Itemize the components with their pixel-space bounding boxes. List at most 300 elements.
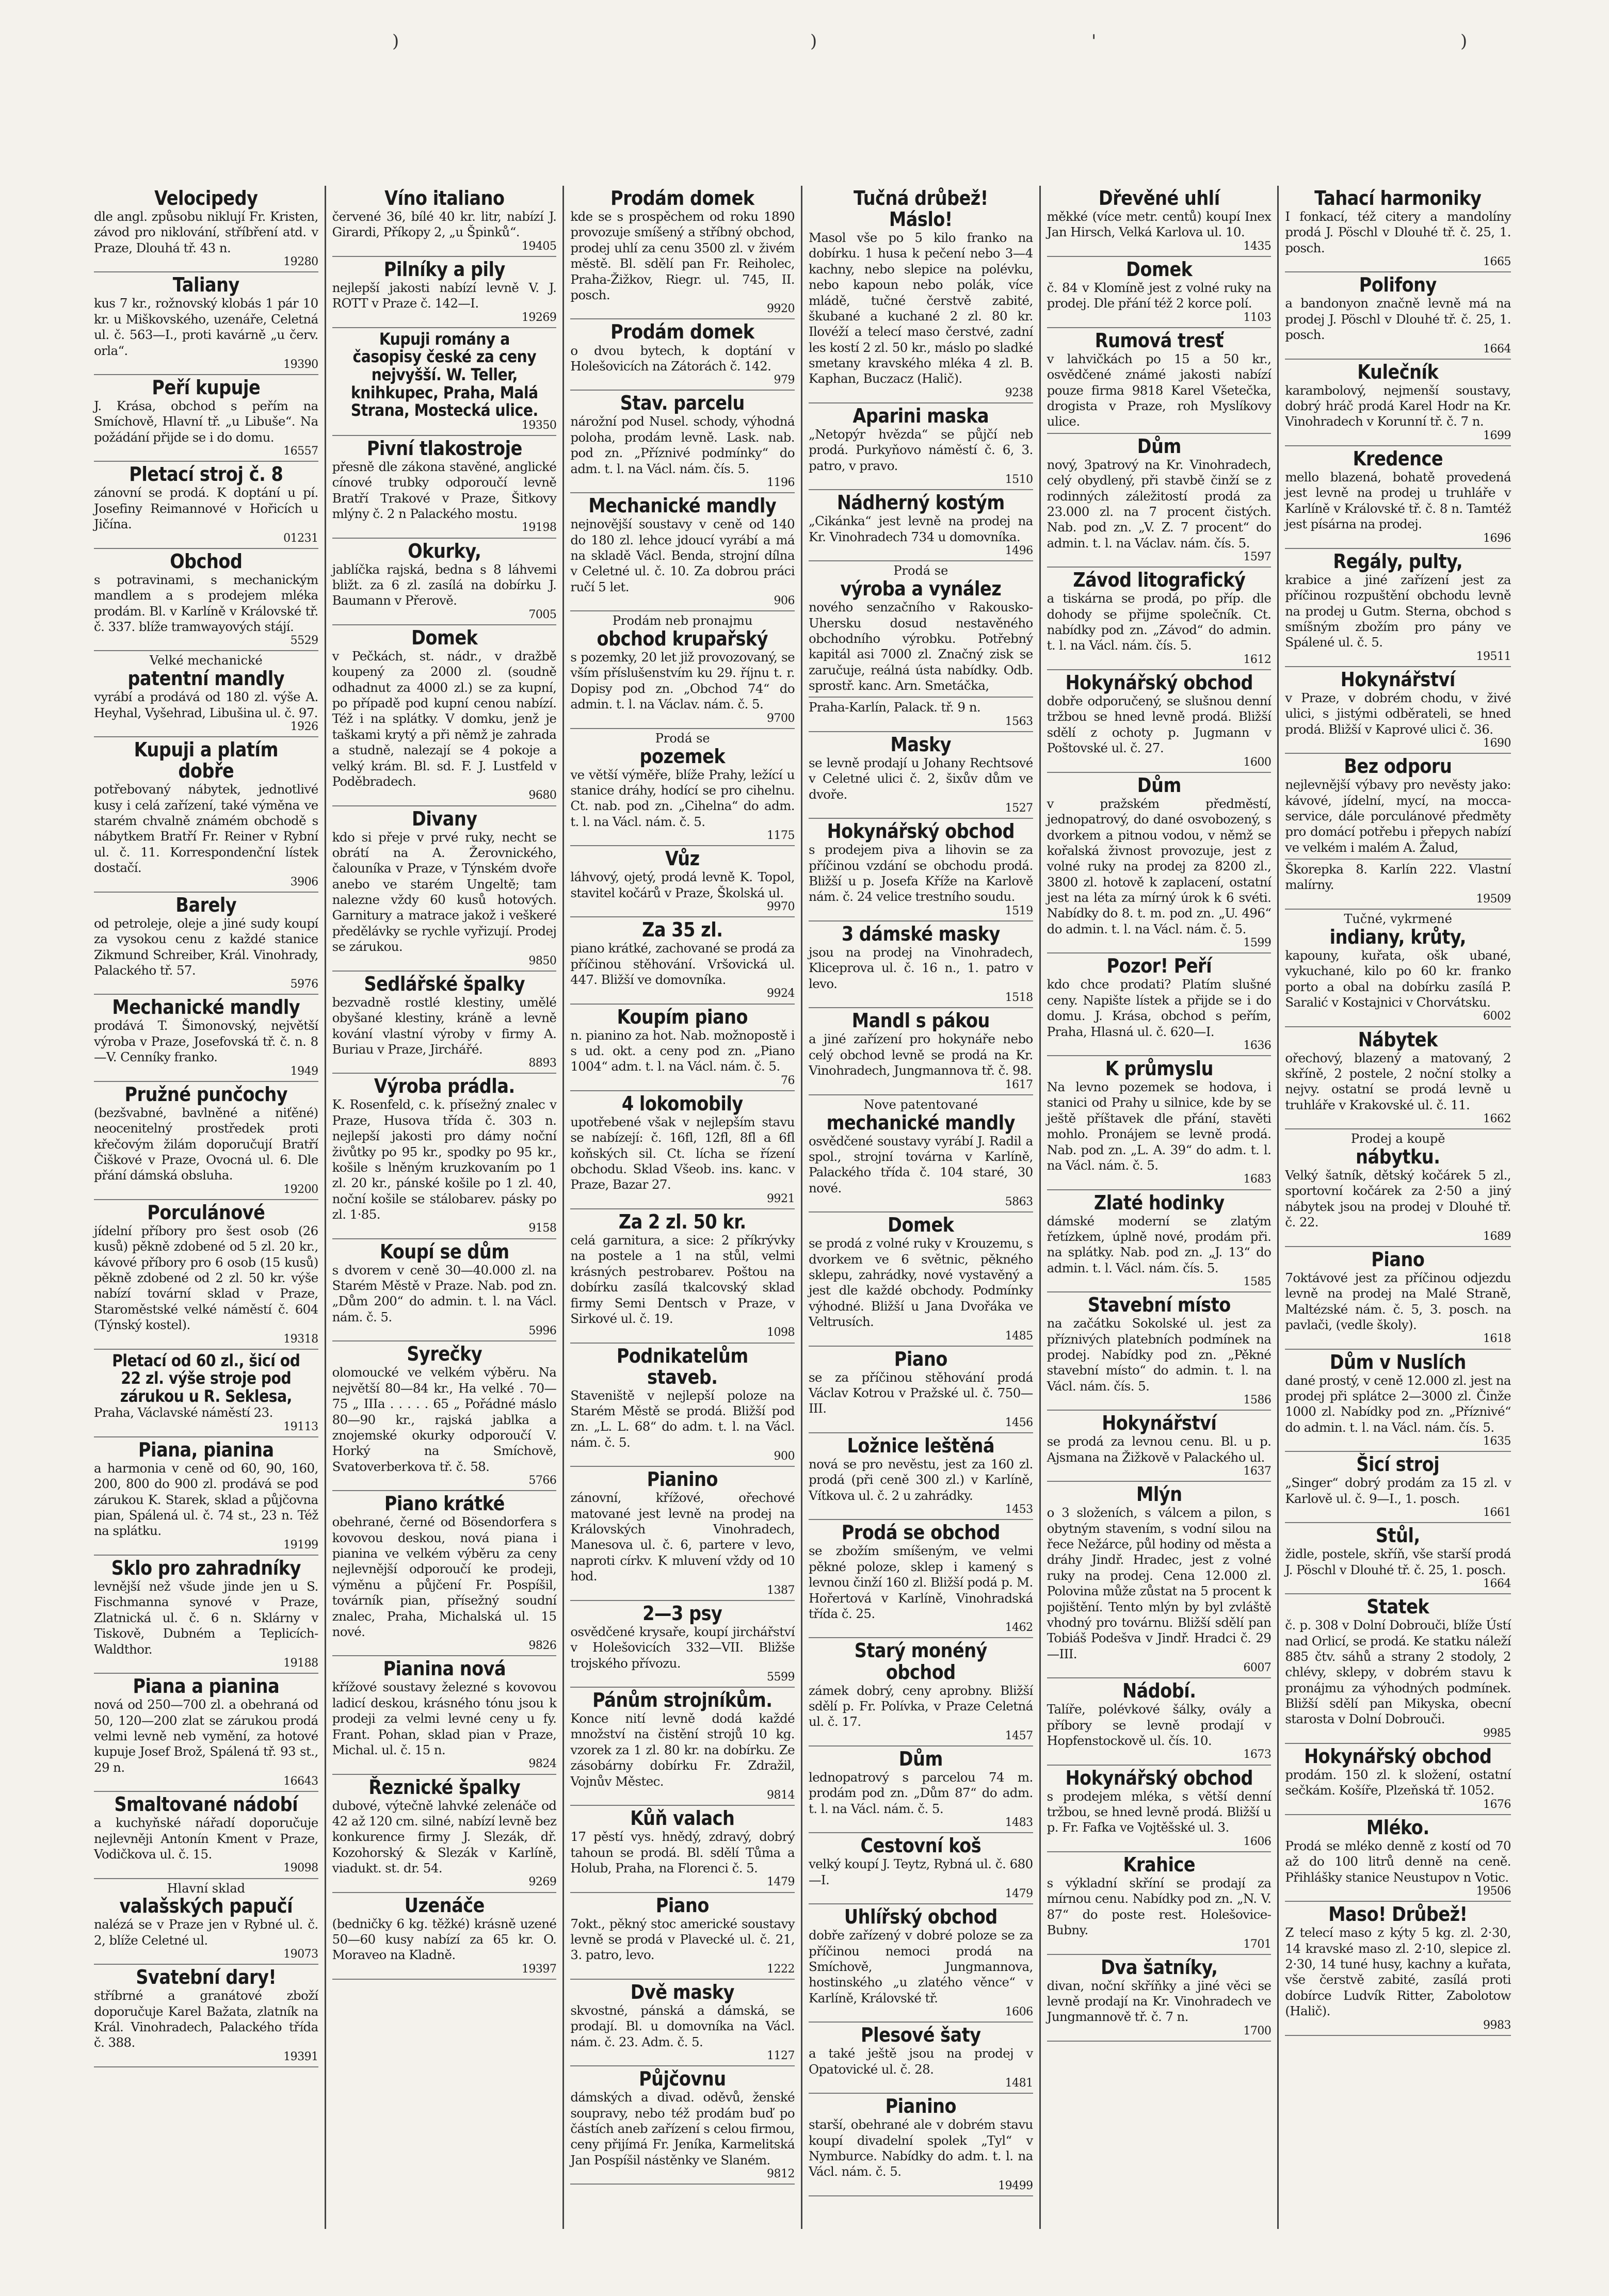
ad-text: osvědčené soustavy vyrábí J. Radil a spol., strojní továrna v Karlíně, Palackého třída č. 104 staré, 30 nové. (808, 1133, 1033, 1195)
classified-ad (809, 561, 1033, 698)
ad-number: 1453 (1005, 1503, 1033, 1516)
ad-headline: Okurky, (407, 539, 481, 562)
ad-preline: Hlavní sklad (167, 1881, 246, 1896)
ad-number: 1926 (290, 720, 318, 734)
ad-number: 1457 (1005, 1729, 1033, 1742)
ad-headline: Peří kupuje (152, 376, 261, 399)
classified-ad (1047, 1852, 1272, 1955)
ad-text: nová od 250—700 zl. a obehraná od 50, 120—200 zlat se zárukou prodá velmi levně neb vymění, za hotové kupuje Josef Brož, Spálená tř. 93 st., 29 n. (94, 1697, 318, 1775)
ad-headline: Hokynářství (1341, 668, 1456, 691)
classified-ad (570, 1209, 795, 1343)
ad-number: 1518 (1005, 991, 1033, 1005)
ad-number: 1636 (1243, 1039, 1272, 1052)
ad-number: 1387 (766, 1583, 795, 1597)
classified-ad (1047, 1411, 1272, 1482)
ad-number: 19280 (283, 255, 318, 269)
ad-headline: Pilníky a pily (383, 257, 505, 281)
ad-headline: Dvě masky (631, 1980, 735, 2003)
page-marks (0, 31, 1609, 62)
ad-headline: Prodá se obchod (841, 1521, 1000, 1544)
ad-text: dobře odporučený, se slušnou denní tržbou se hned levně prodá. Bližší sdělí z ochoty p. Jugmann v Poštovské ul. č. 27. (1047, 693, 1272, 756)
ad-headline: výroba a vynález (840, 577, 1002, 601)
ad-text: Masol vše po 5 kilo franko na dobírku. 1 husa k pečení nebo 3—4 kachny, nebo slepice na polévku, nebo kapoun nebo polák, více mládě, tučné čerstvě zabité, škubané a kuchané 2 zl. 80 kr. Ilovéží a telecí maso čerstvé, zadní les kostí 2 zl. 50 kr., máslo po sladké smetany kravského mléka 4 zl. B. Kaphan, Buczacz (Halič). (808, 230, 1033, 386)
ad-number: 19318 (283, 1332, 318, 1346)
ad-number: 1612 (1243, 653, 1272, 666)
ad-headline: Kulečník (1357, 360, 1439, 383)
ad-headline: Mandl s pákou (851, 1009, 990, 1032)
ad-headline: Za 2 zl. 50 kr. (619, 1210, 747, 1234)
column-1 (88, 186, 326, 2229)
ad-text: mello blazená, bohatě provedená jest levně na prodej u truhláře v Karlíně v Královské tř. č. 8 n. Tamtéž jest písárna na prodej. (1285, 470, 1511, 532)
classified-ad (570, 917, 795, 1004)
classified-ad (570, 186, 795, 319)
ad-number: 19200 (283, 1183, 318, 1196)
classified-ad (94, 1350, 318, 1437)
ad-headline: Domek (1125, 257, 1193, 281)
classified-ad (1047, 1190, 1272, 1293)
ad-headline: Sedlářské špalky (364, 972, 525, 995)
ad-headline: Tahací harmoniky (1314, 187, 1482, 209)
ad-text: nárožní pod Nusel. schody, výhodná poloha, prodám levně. Lask. nab. pod zn. „Příznivé podmínky“ do adm. t. l. na Václ. nám. čís. 5. (570, 414, 795, 476)
ad-text: olomoucké ve velkém výběru. Na největší 80—84 kr., Ha velké . 70—75 „ IIIa . . . . . 65 „ Pořádné máslo 80—90 kr., rajská jablka a znojemské okurky odporoučí V. Horký na Smíchově, Svatoverberkova tř. č. 58. (332, 1365, 557, 1474)
ad-headline: Pružné punčochy (124, 1082, 288, 1106)
classified-ad (332, 1491, 557, 1656)
classified-ad (570, 1980, 795, 2066)
classified-ad (809, 2094, 1033, 2196)
classified-ad (570, 1344, 795, 1467)
ad-headline: Pozor! Peří (1106, 955, 1212, 978)
classified-ad (1285, 1902, 1511, 2035)
column-2 (326, 186, 565, 2229)
ad-number: 19499 (998, 2179, 1033, 2192)
classified-ad (809, 1347, 1033, 1433)
ad-text: židle, postele, skříň, vše starší prodá J. Pöschl v Dlouhé tř. č. 25, 1. posch. (1285, 1546, 1511, 1577)
ad-headline: Plesové šaty (861, 2024, 981, 2047)
column-3 (564, 186, 802, 2229)
ad-text: přesně dle zákona stavěné, anglické cínové trubky odporoučí levně Bratří Trakové v Praze, Šitkovy mlýny č. 2 n Palackého mostu. (332, 459, 557, 522)
classified-ad (1047, 186, 1272, 257)
ad-number: 9850 (528, 954, 557, 967)
ad-headline: Divany (411, 807, 477, 830)
classified-ad (332, 806, 557, 972)
ad-number: 1527 (1005, 802, 1033, 815)
ad-text: prodám. 150 zl. k složení, ostatní sečkám. Košíře, Plzeňská tř. 1052. (1285, 1767, 1511, 1798)
classified-ad (1285, 1594, 1511, 1744)
ad-headline: nábytku. (1356, 1145, 1440, 1169)
ad-text: ve větší výměře, blíže Prahy, ležící u stanice dráhy, hodící se pro cihelnu. Ct. nab. pod zn. „Cihelna“ do adm. t. l. na Václ. nám. č. 5. (570, 767, 795, 829)
ad-text: nalézá se v Praze jen v Rybné ul. č. 2, blíže Celetné ul. (94, 1917, 318, 1948)
ad-headline: Piano (656, 1894, 710, 1917)
ad-text: křížové soustavy železné s kovovou ladicí deskou, krásného tónu jsou k prodeji za velmi levné ceny u fy. Frant. Pohan, sklad pian v Praze, Michal. ul. č. 15 n. (332, 1679, 557, 1757)
ad-text: dané prostý, v ceně 12.000 zl. jest na prodej při splátce 2—3000 zl. Činže 1000 zl. Nabídky pod zn. „Příznivé“ do admin. t. l. na Václ. nám. čís. 5. (1285, 1372, 1511, 1435)
ad-number: 1098 (766, 1326, 795, 1339)
ad-headline: Obchod (170, 549, 243, 573)
ad-number: 1606 (1243, 1835, 1272, 1848)
ad-headline: Koupím piano (617, 1005, 748, 1028)
ad-headline: Výroba prádla. (374, 1075, 515, 1098)
ad-number: 1496 (1005, 544, 1033, 558)
classified-ad (809, 732, 1033, 819)
ad-number: 9814 (766, 1788, 795, 1802)
classified-ad (332, 436, 557, 539)
ad-text: starší, obehrané ale v dobrém stavu koupí divadelní spolek „Tyl“ v Nymburce. Nabídky do adm. t. l. na Václ. nám. č. 5. (808, 2117, 1033, 2179)
ad-text: osvědčené krysaře, koupí jirchářství v Holešovicích 332—VII. Bližše trojského přívozu. (570, 1624, 795, 1671)
classified-ad (1285, 446, 1511, 549)
ad-text: se za příčinou stěhování prodá Václav Kotrou v Pražské ul. č. 750—III. (808, 1369, 1033, 1416)
ad-number: 1662 (1483, 1112, 1511, 1126)
ad-headline: Zlaté hodinky (1093, 1191, 1225, 1214)
ad-number: 1435 (1243, 239, 1272, 253)
ad-number: 1510 (1005, 473, 1033, 487)
ad-headline: Ložnice leštěná (847, 1434, 995, 1458)
ad-number: 1597 (1243, 551, 1272, 564)
classified-ad (570, 493, 795, 611)
classified-ad (94, 375, 318, 462)
ad-number: 1637 (1243, 1465, 1272, 1478)
classified-ad (332, 186, 557, 257)
ad-preline: Velké mechanické (149, 653, 263, 668)
ad-number: 1664 (1483, 1577, 1511, 1590)
ad-headline: Dřevěné uhlí (1098, 187, 1220, 209)
ad-headline: Smaltované nádobí (114, 1793, 298, 1816)
classified-ad (809, 490, 1033, 561)
ad-text: v Pečkách, st. nádr., v dražbě koupený za 2000 zl. (soudně odhadnut za 4000 zl.) se za kupní, po případě pod kupní cenou nabízí. Též i na splátky. V domku, jenž je taškami krytý a při němž je zahrada a studně, nalezají se 4 pokoje a velký krám. Bl. sd. F. J. Lustfeld v Poděbradech. (332, 648, 557, 789)
ad-text: č. 84 v Klomíně jest z volné ruky na prodej. Dle přání též 2 korce polí. (1047, 280, 1272, 311)
ad-number: 19073 (283, 1948, 318, 1961)
classified-ad (1285, 1027, 1511, 1130)
ad-text: a harmonia v ceně od 60, 90, 160, 200, 800 do 900 zl. prodává se pod zárukou K. Starek, sklad a půjčovna pian, Spálená ul. č. 74 st., 23 n. Též na splátku. (94, 1460, 318, 1539)
ad-text: 7okt., pěkný stoc americké soustavy levně se prodá v Plavecké ul. č. 21, 3. patro, levo. (570, 1916, 795, 1963)
ad-text: vyrábí a prodává od 180 zl. výše A. Heyhal, Vyšehrad, Libušina ul. č. 97. (94, 689, 318, 720)
ad-text: jablíčka rajská, bedna s 8 láhvemi bližt. za 6 zl. zasílá na dobírku J. Baumann v Přerově. (332, 561, 557, 608)
ad-number: 1600 (1243, 755, 1272, 769)
classified-ad (1285, 754, 1511, 860)
classified-ad (570, 391, 795, 493)
ad-number: 5863 (1005, 1195, 1033, 1209)
ad-preline: Prodá se (893, 563, 948, 578)
classified-ad (94, 1674, 318, 1792)
ad-text: se zbožím smíšeným, ve velmi pěkné poloze, sklep i kamený s levnou činží 160 zl. Bližší podá p. M. Hořertová v Karlíně, Vinohradská třída č. 25. (808, 1543, 1033, 1621)
page-mark: ) (810, 31, 817, 52)
classified-ad (570, 1091, 795, 1209)
classified-ad (94, 737, 318, 893)
ad-text: dámských a divad. oděvů, ženské soupravy, nebo též prodám buď po částích aneb zařízení s celou firmou, ceny přijímá Fr. Jeníka, Karmelitská Jan Pospíšil nástěnky ve Slaném. (570, 2090, 795, 2168)
ad-text: „Cikánka“ jest levně na prodej na Kr. Vinohradech 734 u domovníka. (808, 513, 1033, 544)
ad-text: (bedničky 6 kg. těžké) krásně uzené 50—60 kusy nabízí za 65 kr. O. Moraveo na Kladně. (332, 1916, 557, 1963)
ad-text: bezvadně rostlé klestiny, umělé obyšané klestiny, kráně a levně kování vlastní výroby v firmy A. Buriau v Praze, Jirchářé. (332, 994, 557, 1057)
ad-text: a jiné zařízení pro hokynáře nebo celý obchod levně se prodá na Kr. Vinohradech, Jungmannova tř. č. 98. (808, 1031, 1033, 1078)
ad-headline: Statek (1366, 1595, 1429, 1619)
ad-headline: Piano krátké (384, 1492, 505, 1515)
ad-headline: Syrečky (407, 1343, 482, 1366)
ad-text: „Netopýr hvězda“ se půjčí neb prodá. Purkyňovo náměstí č. 6, 3. patro, v pravo. (808, 427, 1033, 473)
classified-ad (570, 846, 795, 917)
classified-ad (1285, 1452, 1511, 1523)
ad-text: stříbrné a granátové zboží doporučuje Karel Bažata, zlatník na Král. Vinohradech, Palackého třída č. 388. (94, 1988, 318, 2050)
ad-number: 9158 (528, 1222, 557, 1235)
ad-number: 1699 (1483, 429, 1511, 442)
ad-text: 7oktávové jest za příčinou odjezdu levně na prodej na Malé Straně, Maltézské nám. č. 5, 3. posch. na pavlači, (vedle školy). (1285, 1270, 1511, 1332)
ad-number: 900 (774, 1450, 795, 1463)
ad-headline: Piana a pianina (133, 1675, 280, 1698)
ad-number: 1456 (1005, 1416, 1033, 1429)
classified-ad (94, 1082, 318, 1200)
ad-headline: Prodám domek (610, 187, 754, 209)
ad-number: 9983 (1483, 2018, 1511, 2032)
classified-ad (94, 549, 318, 652)
ad-headline: Krahice (1123, 1853, 1195, 1876)
ad-headline: Svatební dary! (136, 1966, 277, 1989)
ad-headline: pozemek (639, 745, 726, 768)
ad-headline: Sklo pro zahradníky (111, 1557, 301, 1580)
ad-preline: Prodej a koupě (1350, 1131, 1445, 1146)
classified-ad (809, 1833, 1033, 1904)
ad-text: láhvový, ojetý, prodá levně K. Topol, stavitel kočárů v Praze, Školská ul. (570, 869, 795, 900)
ad-text: kde se s prospěchem od roku 1890 provozuje smíšený a stříbný obchod, prodej uhlí za cenu 3500 zl. v živém městě. Bl. sdělí pan Fr. Reiholec, Praha-Žižkov, Riegr. ul. 745, II. posch. (570, 209, 795, 302)
page-mark: ) (1460, 31, 1468, 52)
ad-headline: Hokynářský obchod (1304, 1745, 1492, 1768)
ad-text: kus 7 kr., rožnovský klobás 1 pár 10 kr. u Miškovského, uzenáře, Celetná ul. č. 563—I., proti kavárně „u červ. orla“. (94, 296, 318, 358)
ad-number: 1696 (1483, 531, 1511, 545)
ad-text: Na levno pozemek se hodova, i stanici od Prahy u silnice, kde by se ještě příštavek dle přání, stavěti mohlo. Pronájem se levně prodá. Nab. pod zn. „L. A. 39“ do adm. t. l. na Václ. nám. č. 5. (1047, 1079, 1272, 1173)
ad-text: s prodejem mléka, s větší denní tržbou, se hned levně prodá. Bližší u p. Fr. Fafka ve Vojtěšské ul. 3. (1047, 1788, 1272, 1835)
ad-number: 1175 (766, 829, 795, 843)
ad-number: 1689 (1483, 1230, 1511, 1243)
ad-headline: Pianino (647, 1468, 718, 1491)
classified-ad (570, 1893, 795, 1980)
ad-preline: Prodám neb pronajmu (612, 613, 753, 628)
ad-number: 1701 (1243, 1937, 1272, 1951)
classified-ad (94, 1437, 318, 1556)
classified-ad (1047, 953, 1272, 1056)
ad-number: 1563 (1005, 715, 1033, 728)
ad-headline: Dům (1137, 434, 1181, 458)
ad-headline: Stavební místo (1087, 1293, 1231, 1317)
classified-ad (1047, 1955, 1272, 2042)
ad-headline: Prodám domek (610, 320, 754, 344)
ad-number: 5976 (290, 978, 318, 991)
ad-headline: Pletací od 60 zl., šicí od 22 zl. výše stroje pod zárukou u R. Seklesa, (112, 1350, 300, 1406)
ad-number: 01231 (283, 531, 318, 545)
ad-number: 1617 (1005, 1078, 1033, 1091)
ad-text: s pozemky, 20 let již provozovaný, se vším příslušenstvím ku 29. říjnu t. r. Dopisy pod zn. „Obchod 74“ do admin. t. l. na Václav. nám. č. 5. (570, 650, 795, 712)
ad-number: 1481 (1005, 2077, 1033, 2090)
classified-ad (1047, 1482, 1272, 1678)
ad-text: a také ještě jsou na prodej v Opatovické ul. č. 28. (808, 2046, 1033, 2077)
ad-headline: Kupuji a platím dobře (134, 738, 278, 783)
ad-headline: Masky (890, 733, 952, 756)
ad-headline: Domek (411, 626, 478, 649)
ad-number: 9826 (528, 1639, 557, 1653)
ad-number: 1673 (1243, 1748, 1272, 1761)
ad-headline: patentní mandly (127, 667, 285, 690)
classified-ad (570, 611, 795, 729)
ad-text: a bandonyon značně levně má na prodej J. Pöschl v Dlouhé tř. č. 25, 1. posch. (1285, 296, 1511, 343)
ad-headline: Regály, pulty, (1333, 549, 1463, 573)
ad-number: 1103 (1243, 311, 1272, 324)
ad-text: celá garnitura, a sice: 2 příkrývky na postele a 1 na stůl, velmi krásných pestrobarev. Poštou na dobírku zasílá tkalcovský sklad firmy Semi Dentsch v Praze, v Sirkové ul. č. 19. (570, 1233, 795, 1326)
classified-ad (94, 186, 318, 272)
ad-headline: Starý monéný obchod (854, 1639, 987, 1684)
classified-ad (332, 1775, 557, 1893)
ad-text: od petroleje, oleje a jiné sudy koupí za vysokou cenu z každé stanice Zikmund Schreiber, Král. Vinohrady, Palackého tř. 57. (94, 915, 318, 978)
ad-text: na začátku Sokolské ul. jest za příznivých platebních podmínek na prodej. Nabídky pod zn. „Pěkné stavební místo“ do admin. t. l. na Václ. nám. čís. 5. (1047, 1316, 1272, 1394)
ad-preline: Prodá se (655, 731, 710, 746)
ad-text: velký koupí J. Teytz, Rybná ul. č. 680—I. (808, 1856, 1033, 1887)
ad-headline: Pianino (885, 2095, 957, 2118)
classified-ad (809, 186, 1033, 403)
ad-number: 19198 (521, 521, 557, 535)
classified-ad (570, 1601, 795, 1688)
classified-ad (332, 328, 557, 436)
ad-number: 5529 (290, 634, 318, 648)
classified-ad (94, 1200, 318, 1350)
ad-headline: Stav. parcelu (620, 392, 745, 415)
ad-number: 16643 (283, 1775, 318, 1788)
ad-number: 9921 (766, 1192, 795, 1205)
ad-number: 5766 (528, 1474, 557, 1487)
ad-number: 1222 (766, 1962, 795, 1976)
ad-text: nejnovější soustavy v ceně od 140 do 180 zl. lehce jdoucí vyrábí a má na skladě Václ. Benda, strojní dílna v Celetné ul. č. 10. Za dobrou práci ručí 5 let. (570, 516, 795, 594)
ad-text: jídelní příbory pro šest osob (26 kusů) pěkně zdobené od 5 zl. 20 kr., kávové příbory pro 6 osob (15 kusů) pěkně zdobené od 2 zl. 50 kr. výše nabízí tovární sklad v Praze, Staroměstské velké náměstí č. 604 (Týnský kostel). (94, 1223, 318, 1333)
ad-text: ořechový, blazený a matovaný, 2 skříně, 2 postele, 2 noční stolky a nejvy. ostatní se prodá levně u truhláře v Krakovské ul. č. 11. (1285, 1050, 1511, 1112)
ad-number: 76 (780, 1074, 795, 1087)
ad-text: nejlevnější výbavy pro nevěsty jako: kávové, jídelní, mycí, na mocca-service, dále porculánové předměty pro domácí potřebu i přepych nabízí ve velkém i malém A. Žalud, (1285, 777, 1511, 855)
column-6 (1279, 186, 1517, 2229)
ad-headline: Uzenáče (404, 1894, 485, 1917)
ad-number: 1519 (1005, 904, 1033, 917)
ad-headline: Nádherný kostým (836, 491, 1005, 514)
ad-text: a kuchyňské nářadí doporučuje nejlevněji Antonín Kment v Praze, Vodičkova ul. č. 15. (94, 1815, 318, 1862)
ad-headline: Hokynářství (1101, 1412, 1217, 1435)
ad-number: 1683 (1243, 1173, 1272, 1186)
ad-headline: Bez odporu (1344, 755, 1452, 778)
classified-ad (570, 729, 795, 847)
ad-number: 9970 (766, 900, 795, 914)
ad-text: Z telecí maso z kýty 5 kg. zl. 2·30, 14 kravské maso zl. 2·10, slepice zl. 2·30, 14 tuné husy, kachny a kuřata, vše čerstvě zabité, zasílá proti dobírce Ludvík Ritter, Zabolotow (Halič). (1285, 1925, 1511, 2019)
ad-headline: Stůl, (1376, 1524, 1421, 1547)
ad-headline: 2—3 psy (642, 1602, 722, 1625)
ad-text: zámek dobrý, ceny aprobny. Bližší sdělí p. Fr. Polívka, v Praze Celetná ul. č. 17. (808, 1683, 1033, 1729)
classified-ad (1047, 568, 1272, 670)
classified-ad (1285, 860, 1511, 910)
ad-text: v pražském předměstí, jednopatrový, do dané osvobozený, s dvorkem a pitnou vodou, v němž se kořalská živnost provozuje, jest z volné ruky na prodej za 8200 zl., 3800 zl. hotově k zaplacení, ostatní jest na léta za mírný úrok k 6 svéti. Nabídky do 8. t. m. pod zn. „U. 496“ do admin. t. l. na Václ. nám. č. 5. (1047, 796, 1272, 936)
ad-headline: Mléko. (1366, 1816, 1430, 1839)
ad-text: Staveniště v nejlepší poloze na Starém Městě se prodá. Bližší pod zn. „L. L. 68“ do adm. t. l. na Václ. nám. č. 5. (570, 1387, 795, 1450)
classified-ad (809, 1212, 1033, 1346)
ad-text: nového senzačního v Rakousko-Uhersku dosud nestavěného obchodního výrobku. Potřebný kapitál asi 7000 zl. Značný zisk se zaručuje, reálná ústa nabídky. Odb. sprostř. kanc. Arn. Smetáčka, (808, 600, 1033, 693)
classified-ad (332, 539, 557, 625)
ad-text: o dvou bytech, k doptání v Holešovicích na Zátorách č. 142. (570, 343, 795, 374)
ad-text: v lahvičkách po 15 a 50 kr., osvědčené známé jakosti nabízí pouze firma 9818 Karel Všetečka, drogista v Praze, roh Myslíkovy ulice. (1047, 351, 1272, 429)
classified-ad (1285, 910, 1511, 1027)
ad-headline: Taliany (172, 273, 239, 297)
ad-headline: Rumová tresť (1095, 329, 1224, 352)
ad-text: J. Krása, obchod s peřím na Smíchově, Hlavní tř. „u Libuše“. Na požádání přijde se i do domu. (94, 398, 318, 445)
ad-number: 979 (774, 374, 795, 387)
ad-headline: Mechanické mandly (588, 494, 777, 518)
ad-text: měkké (více metr. centů) koupí Inex Jan Hirsch, Velká Karlova ul. 10. (1047, 209, 1272, 240)
ad-text: se levně prodají u Johany Rechtsové v Celetné ulici č. 2, šixův dům ve dvoře. (808, 755, 1033, 802)
classified-ad (1285, 1247, 1511, 1350)
ad-number: 16557 (283, 445, 318, 458)
ad-text: nová se pro nevěstu, jest za 160 zl. prodá (při ceně 300 zl.) v Karlíně, Vítkova ul. č. 2 u zahrádky. (808, 1457, 1033, 1503)
ad-number: 1700 (1243, 2024, 1272, 2038)
ad-headline: Závod litografický (1072, 569, 1245, 592)
ad-text: s dvorem v ceně 30—40.000 zl. na Starém Městě v Praze. Nab. pod zn. „Dům 200“ do admin. t. l. na Václ. nám. č. 5. (332, 1262, 557, 1324)
classified-ad (809, 403, 1033, 490)
ad-number: 9269 (528, 1875, 557, 1889)
ad-text: č. p. 308 v Dolní Dobrouči, blíže Ústí nad Orlicí, se prodá. Ke statku náleží 885 čtv. sáhů a strany 2 stodoly, 2 chlévy, sklepy, v dobrém stavu k pronájmu za výhodných podmínek. Bližší sdělí pan Mikyska, obecní starosta v Dolní Dobrouči. (1285, 1618, 1511, 1727)
ad-number: 9824 (528, 1757, 557, 1771)
ad-headline: Pánům strojníkům. (592, 1689, 773, 1712)
ad-number: 19350 (521, 418, 557, 432)
ad-headline: Barely (175, 893, 237, 916)
column-4 (802, 186, 1041, 2229)
classified-ad (570, 1806, 795, 1893)
ad-headline: Mechanické mandly (112, 996, 300, 1019)
ad-number: 1483 (1005, 1816, 1033, 1829)
ad-preline: Tučné, vykrmené (1344, 912, 1452, 927)
ad-text: 17 pěstí vys. hnědý, zdravý, dobrý tahoun se prodá. Bl. sdělí Tůma a Holub, Praha, na Florenci č. 5. (570, 1829, 795, 1875)
ad-headline: Pletací stroj č. 8 (129, 463, 283, 486)
classified-ad (809, 698, 1033, 732)
classified-ad (332, 1893, 557, 1980)
classified-ad (332, 1656, 557, 1774)
classified-ad (809, 1638, 1033, 1746)
ad-preline: Nove patentované (863, 1097, 978, 1112)
ad-headline: Piano (894, 1347, 947, 1370)
classified-ad (1285, 1744, 1511, 1815)
ad-number: 19199 (283, 1538, 318, 1551)
classified-ad (1047, 257, 1272, 328)
ad-number: 1606 (1005, 2006, 1033, 2019)
ad-number: 1661 (1483, 1506, 1511, 1519)
ad-text: levnější než všude jinde jen u S. Fischmanna synové v Praze, Zlatnická ul. č. 6 n. Sklárny v Tiskově, Dubném a Teplicích-Waldthor. (94, 1579, 318, 1657)
ad-number: 1479 (1005, 1887, 1033, 1900)
ad-number: 9812 (766, 2168, 795, 2181)
ad-headline: Hokynářský obchod (1065, 1766, 1253, 1789)
ad-text: kdo chce prodati? Platím slušné ceny. Napište lístek a přijde se i do domu. J. Krása, obchod s peřím, Praha, Hlasná ul. č. 620—I. (1047, 977, 1272, 1039)
ad-text: Talíře, polévkové šálky, ovály a příbory se levně prodají v Hopfenstockově ul. čís. 10. (1047, 1702, 1272, 1749)
classified-ad (332, 1239, 557, 1342)
ad-headline: Piana, pianina (138, 1438, 274, 1461)
ad-number: 5599 (766, 1670, 795, 1684)
ad-number: 9700 (766, 712, 795, 725)
ad-text: se prodá za levnou cenu. Bl. u p. Ajsmana na Žižkově v Palackého ul. (1047, 1434, 1272, 1465)
ad-headline: Pianina nová (383, 1657, 506, 1680)
ad-number: 1196 (766, 476, 795, 489)
classified-ad (570, 1467, 795, 1600)
ad-headline: Porculánové (147, 1201, 265, 1224)
ad-headline: Za 35 zl. (642, 918, 723, 942)
ad-number: 5996 (528, 1324, 557, 1338)
ad-headline: indiany, krůty, (1329, 925, 1467, 948)
ad-text: potřebovaný nábytek, jednotlivé kusy i celá zařízení, také výměna ve starém chvalně známém obchodě s nábytkem Bratří Fr. Reiner v Rybní ul. č. 11. Korrespondenční lístek dostačí. (94, 782, 318, 876)
ad-text: a tiskárna se prodá, po příp. dle dohody se přijme společník. Ct. nabídky pod zn. „Závod“ do admin. t. l. na Václ. nám. čís. 5. (1047, 591, 1272, 653)
classified-ad (809, 1747, 1033, 1833)
classified-ad (1047, 670, 1272, 773)
ad-number: 1485 (1005, 1329, 1033, 1343)
classified-ad (570, 2066, 795, 2185)
classified-ad (94, 651, 318, 737)
ad-number: 1676 (1483, 1798, 1511, 1811)
ad-number: 19506 (1476, 1885, 1511, 1898)
ad-number: 1479 (766, 1875, 795, 1889)
ad-text: divan, noční skříňky a jiné věci se levně prodají na Kr. Vinohradech ve Jungmannově tř. č. 7 n. (1047, 1978, 1272, 2025)
ad-number: 1586 (1243, 1394, 1272, 1407)
classified-ad (809, 2023, 1033, 2094)
